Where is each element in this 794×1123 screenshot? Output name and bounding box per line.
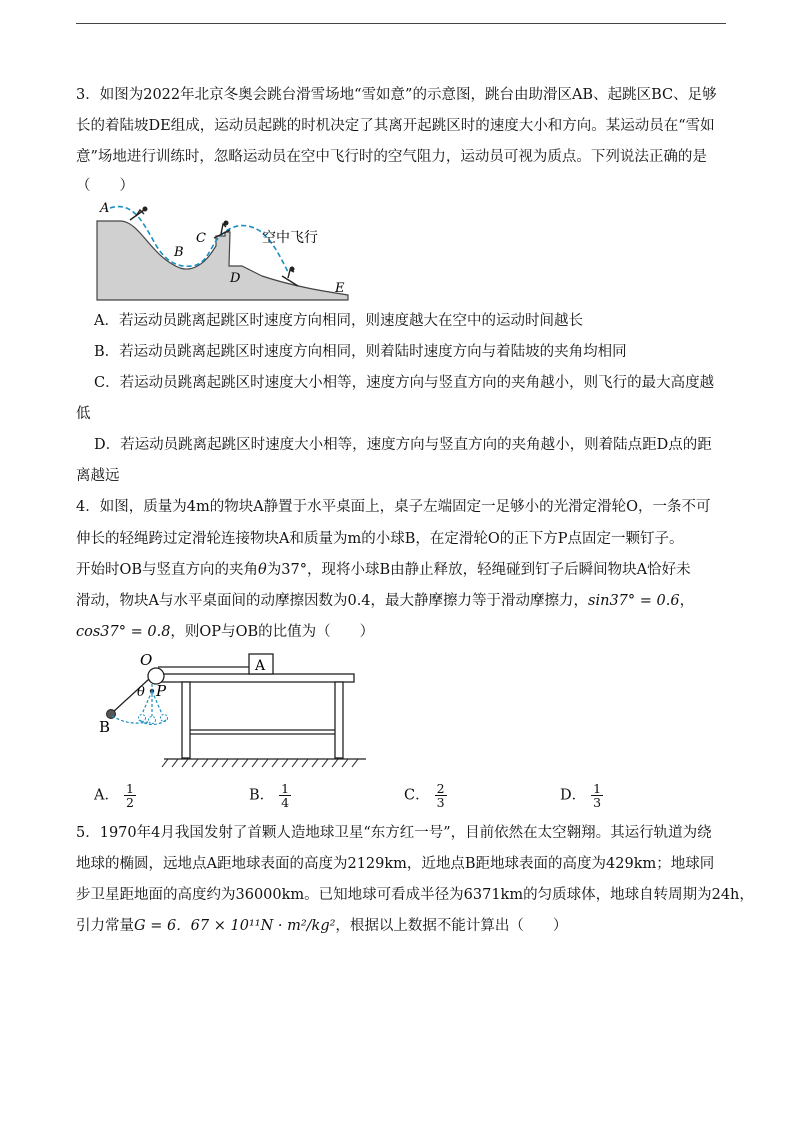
q4-line3-end: 为37°，现将小球B由静止释放，轻绳碰到钉子后瞬间物块A恰好未 [266,562,691,578]
fig4-label-theta: θ [137,685,145,700]
q4-option-d-fraction: $\frac{1}{3}$ [593,781,602,810]
q5-line4-end: ，根据以上数据不能计算出（ ） [335,918,568,934]
q3-option-b: B．若运动员跳离起跳区时速度方向相同，则着陆时速度方向与着陆坡的夹角均相同 [94,344,627,360]
q3-option-c-line2: 低 [76,406,91,422]
q4-option-a-label: A． [94,787,119,804]
fig3-label-flight: 空中飞行 [262,230,318,246]
table-top [156,674,354,682]
fig3-label-e: E [335,281,345,296]
q4-stem-line5 [76,622,726,642]
q3-option-d-line1: D．若运动员跳离起跳区时速度大小相等，速度方向与竖直方向的夹角越小，则着陆点距D点的距 [94,437,712,453]
q4-stem-line2: 伸长的轻绳跨过定滑轮连接物块A和质量为m的小球B，在定滑轮O的正下方P点固定一颗钉子。 [76,531,684,547]
sin-formula: sin37° = 0.6 [588,593,680,609]
q4-line4-text: 滑动，物块A与水平桌面间的动摩擦因数为0.4，最大静摩擦力等于滑动摩擦力， [76,593,589,609]
q5-line4-start: 引力常量 [76,918,134,934]
q5-stem-line3: 步卫星距地面的高度约为36000km。已知地球可看成半径为6371km的匀质球体，地球自转周期为24h， [76,887,754,903]
q4-option-c-label: C． [404,787,430,804]
fig3-label-b: B [174,245,184,260]
q4-option-b-fraction: $\frac{1}{4}$ [281,781,290,810]
q4-option-b [249,782,291,809]
q3-option-d-line2: 离越远 [76,468,120,484]
q4-stem-line4 [76,591,726,611]
q4-option-c-fraction: $\frac{2}{3}$ [436,781,445,810]
q5-stem-line4 [76,916,726,936]
cos-formula: cos37° = 0.8 [76,624,171,640]
q3-stem-line2: 长的着陆坡DE组成，运动员起跳的时机决定了其离开起跳区时的速度大小和方向。某运动员在“雪如 [76,118,715,134]
fig4-label-a: A [255,658,266,674]
fig4-label-b: B [99,718,111,736]
q3-stem-line1: 3．如图为2022年北京冬奥会跳台滑雪场地“雪如意”的示意图，跳台由助滑区AB、起跳区BC、足够 [76,87,717,103]
q3-answer-blank: （ ） [76,178,134,194]
table-leg-right [335,682,343,758]
theta-symbol: θ [258,562,267,578]
gravitational-constant: G = 6．67 × 10¹¹N · m²/kg² [134,918,336,934]
fig3-label-c: C [196,231,206,246]
q3-option-a: A．若运动员跳离起跳区时速度方向相同，则速度越大在空中的运动时间越长 [94,313,583,329]
q4-line3-start: 开始时OB与竖直方向的夹角 [76,562,259,578]
header-rule [76,23,726,24]
fig4-label-p: P [156,682,167,700]
q4-stem-line1: 4．如图，质量为4m的物块A静置于水平桌面上，桌子左端固定一足够小的光滑定滑轮O，一条不可 [76,499,711,515]
ski-jump-figure [92,196,362,302]
q4-line4-sep: ， [679,593,695,609]
q4-option-d [560,782,603,809]
table-leg-left [182,682,190,758]
q4-option-a-fraction: $\frac{1}{2}$ [125,781,134,810]
q4-stem-line3 [76,560,726,580]
q3-option-c-line1: C．若运动员跳离起跳区时速度大小相等，速度方向与竖直方向的夹角越小，则飞行的最大高度越 [94,375,715,391]
q4-line5-text: ，则OP与OB的比值为（ ） [170,624,375,640]
q4-option-c [404,782,447,809]
q3-stem-line3: 意”场地进行训练时，忽略运动员在空中飞行时的空气阻力，运动员可视为质点。下列说法正确的是 [76,149,707,165]
fig4-label-o: O [140,651,153,669]
ground-hatching [162,759,358,767]
q4-option-a [94,782,136,809]
q4-option-b-label: B． [249,787,275,804]
fig3-label-a: A [100,201,110,216]
swing-arc [112,716,148,723]
q5-stem-line1: 5．1970年4月我国发射了首颗人造地球卫星“东方红一号”，目前依然在太空翱翔。其运行轨道为绕 [76,825,712,841]
q4-option-d-label: D． [560,787,587,804]
fig3-label-d: D [230,271,241,286]
pulley-table-figure [96,646,376,774]
q5-stem-line2: 地球的椭圆，远地点A距地球表面的高度为2129km，近地点B距地球表面的高度为429km；地球同 [76,856,715,872]
